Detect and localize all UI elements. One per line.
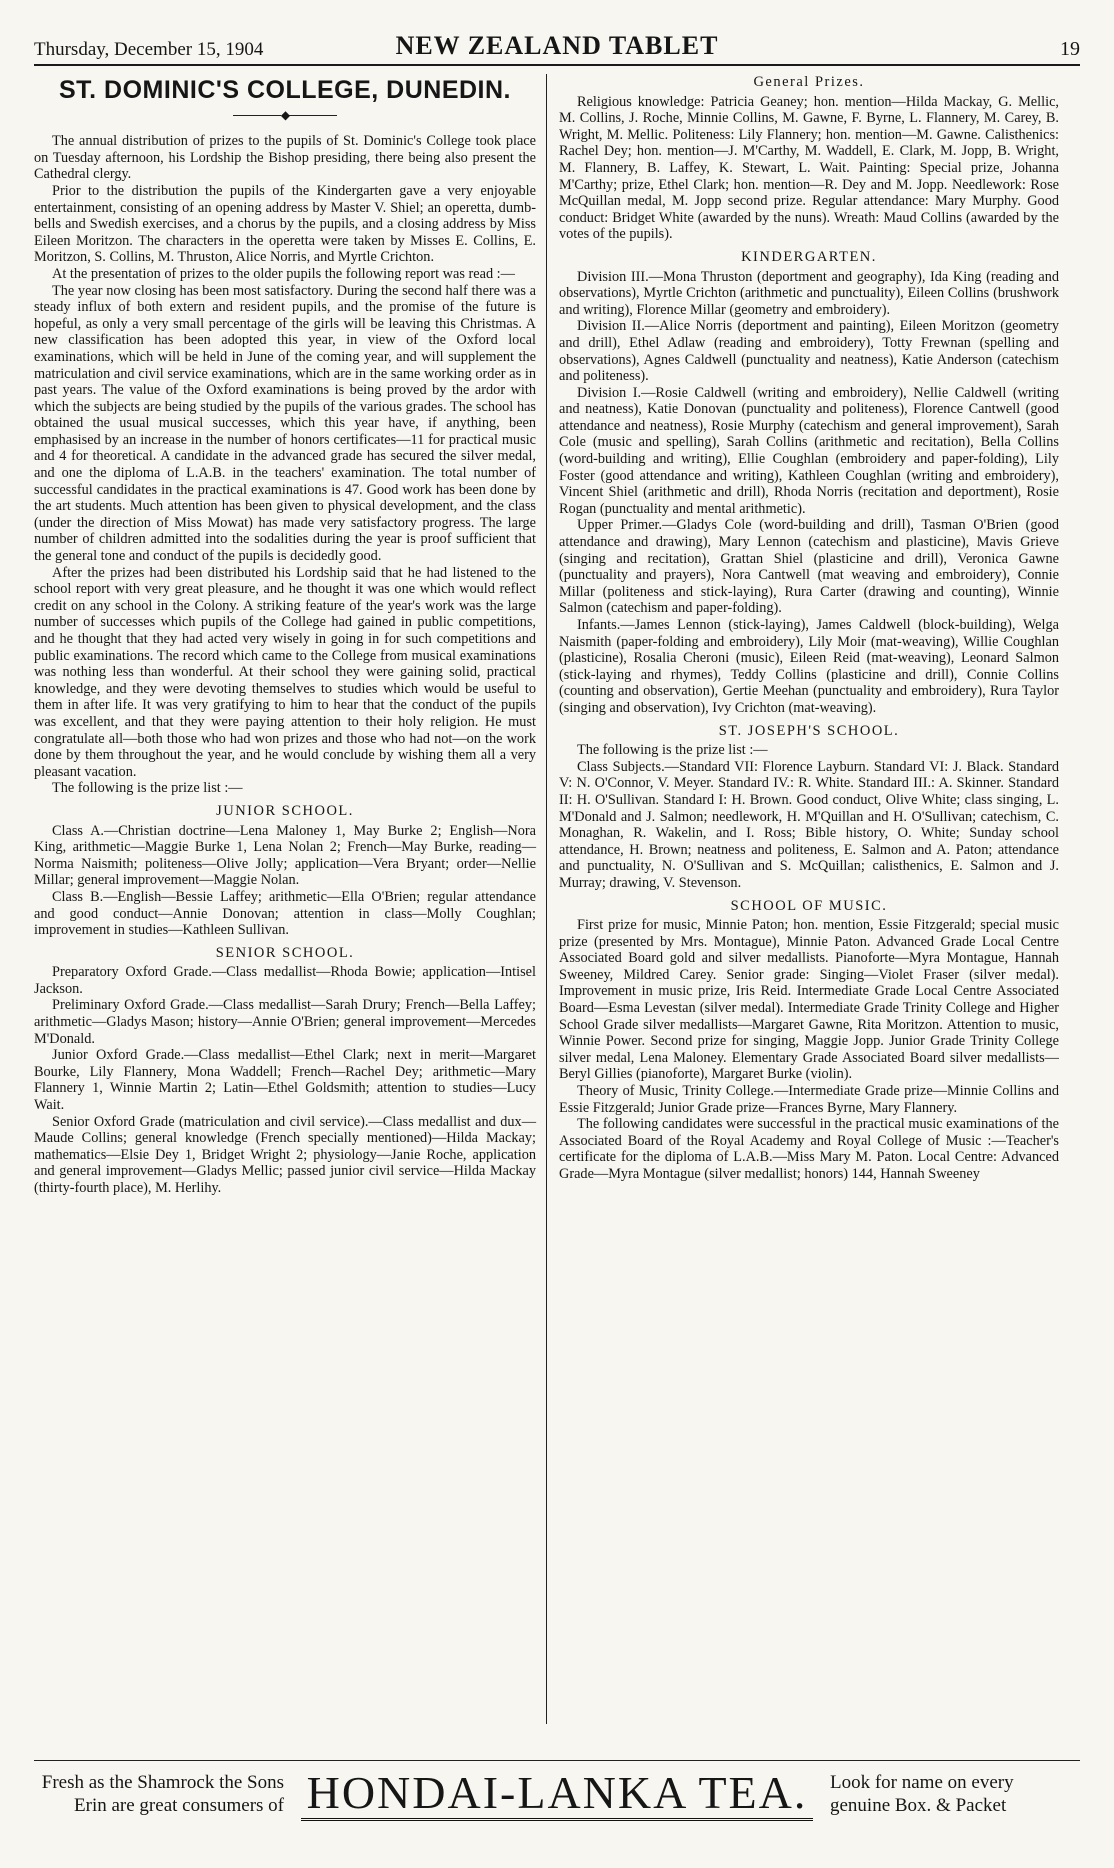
tea-advertisement <box>34 1760 1080 1827</box>
section-heading-junior-school: JUNIOR SCHOOL. <box>216 802 354 819</box>
publication-title: NEW ZEALAND TABLET <box>395 31 719 60</box>
prize-paragraph: Class Subjects.—Standard VII: Florence Layburn. Standard VI: J. Black. Standard V: N. O'Connor, V. Meyer. Standard IV.: R. White. Standard III.: A. Skinner. Standard II: H. O'Sullivan. Standard I: H. Brown. Good conduct, Olive White; class singing, L. M'Donald and J. Salmon; needlework, H. M'Quillan and H. O'Sullivan; catechism, C. Monaghan, R. Wakelin, and I. Ross; Bible history, O. White; Sunday school attendance, H. Brown; neatness and politeness, E. Salmon and A. Paton; attendance and punctuality, N. O'Sullivan and S. McQuillan; calisthenics, E. Salmon and J. Murray; drawing, V. Stevenson. <box>559 758 1059 891</box>
ad-slogan-line: genuine Box. & Packet <box>829 1795 1007 1816</box>
masthead <box>34 32 1080 66</box>
prize-paragraph: Preparatory Oxford Grade.—Class medallist—Rhoda Bowie; application—Intisel Jackson. <box>34 964 536 997</box>
ad-slogan-line: Look for name on every <box>829 1772 1014 1793</box>
prize-paragraph: Preliminary Oxford Grade.—Class medallist—Sarah Drury; French—Bella Laffey; arithmetic—Gladys Mason; history—Annie O'Brien; general improvement—Mercedes M'Donald. <box>34 997 536 1047</box>
section-heading-senior-school: SENIOR SCHOOL. <box>215 944 355 961</box>
ad-slogan-left <box>34 1771 284 1817</box>
prize-paragraph: Upper Primer.—Gladys Cole (word-building and drill), Tasman O'Brien (good attendance and drawing), Mary Lennon (catechism and plasticine), Mavis Grieve (singing and recitation), Grattan Shiel (plasticine and drill), Veronica Gawne (punctuality and prayers), Nora Cantwell (mat weaving and embroidery), Connie Millar (politeness and stick-laying), Rura Carter (drawing and counting), Winnie Salmon (catechism and paper-folding). <box>559 517 1059 617</box>
prize-paragraph: The following is the prize list :— <box>577 742 768 759</box>
page-number: 19 <box>1060 38 1080 60</box>
intro-paragraph: The following is the prize list :— <box>52 780 243 797</box>
prize-paragraph: Class A.—Christian doctrine—Lena Maloney 1, May Burke 2; English—Nora King, arithmetic—Maggie Burke 1, Lena Nolan 2; French—May Burke, reading—Norma Naismith; politeness—Olive Jolly; application—Vera Bryant; order—Nellie Millar; general improvement—Maggie Nolan. <box>34 822 536 889</box>
prize-paragraph: First prize for music, Minnie Paton; hon. mention, Essie Fitzgerald; special music prize (presented by Mrs. Montague), Minnie Paton. Advanced Grade Local Centre Associated Board gold and silver medallists. Pianoforte—Myra Montague, Hannah Sweeney, Mildred Carey. Senior grade: Singing—Violet Fraser (silver medal). Improvement in music prize, Iris Reid. Intermediate Grade Local Centre Associated Board—Esma Levestan (silver medal). Intermediate Grade Trinity College and Higher School Grade silver medallists—Margaret Gawne, Rita Moritzon. Attention to music, Winnie Power. Second prize for singing, Maggie Jopp. Junior Grade Trinity College silver medal, Lena Maloney. Elementary Grade Associated Board silver medallists—Beryl Gillies (pianoforte), Margaret Burke (violin). <box>559 917 1059 1083</box>
prize-paragraph: Division II.—Alice Norris (deportment and painting), Eileen Moritzon (geometry and drill), Ethel Adlaw (reading and embroidery), Totty Frewnan (spelling and observations), Agnes Caldwell (punctuality and neatness), Katie Anderson (catechism and politeness). <box>559 318 1059 385</box>
intro-paragraph: After the prizes had been distributed his Lordship said that he had listened to the school report with very great pleasure, and he thought it was one which would reflect credit on any school in the Colony. A striking feature of the year's work was the large number of successes which pupils of the College had gained in public competitions, and he thought that they had acted very wisely in going in for such competitions and public examinations. The record which came to the College from musical examinations was nothing less than wonderful. At their school they were gaining solid, practical knowledge, and they were devoting themselves to studies which would be useful to them in after life. It was very gratifying to him to hear that the conduct of the pupils was excellent, and that they were paying attention to their holy religion. He must congratulate all—both those who had won prizes and those who had not—on the work done by them throughout the year, and he would conclude by wishing them all a very pleasant vacation. <box>34 564 536 780</box>
prize-paragraph: Junior Oxford Grade.—Class medallist—Ethel Clark; next in merit—Margaret Bourke, Lily Flannery, Mona Waddell; French—Rachel Dey; arithmetic—Mary Flannery 1, Winnie Martin 2; Latin—Ethel Goldsmith; attention to studies—Lucy Wait. <box>34 1047 536 1114</box>
ad-slogan-line: Fresh as the Shamrock the Sons <box>41 1772 284 1793</box>
ornament-divider: ◆ <box>34 107 536 124</box>
prize-paragraph: Senior Oxford Grade (matriculation and civil service).—Class medallist and dux—Maude Collins; general knowledge (French specially mentioned)—Hilda Mackay; mathematics—Elsie Dey 1, Bridget Wright 2; physiology—Janie Roche, application and general improvement—Gladys Mellic; passed junior civil service—Hilda Mackay (thirty-fourth place), M. Herlihy. <box>34 1113 536 1196</box>
section-heading-school-of-music: SCHOOL OF MUSIC. <box>730 897 888 914</box>
intro-paragraph: Prior to the distribution the pupils of the Kindergarten gave a very enjoyable entertainment, consisting of an opening address by Master V. Shiel; an operetta, dumb-bells and Swedish exercises, and a chorus by the pupils, and a closing address by Miss Eileen Moritzon. The characters in the operetta were taken by Misses E. Collins, E. Moritzon, S. Collins, M. Thruston, Alice Norris, and Myrtle Crichton. <box>34 182 536 266</box>
article-columns <box>34 74 1080 1724</box>
left-column <box>34 74 546 1724</box>
section-heading-st-josephs: ST. JOSEPH'S SCHOOL. <box>718 722 900 739</box>
intro-paragraph: The year now closing has been most satisfactory. During the second half there was a steady influx of both extern and resident pupils, and the promise of the future is hopeful, as only a very small percentage of the girls will be leaving this Christmas. A new classification has been adopted this year, in view of the Oxford local examinations, which will be held in June of the coming year, and will supplement the matriculation and civil service examinations, which are in the same working order as in past years. The value of the Oxford examinations is being proved by the ardor with which the subjects are being studied by the pupils of the various grades. The school has obtained the usual musical successes, which this year have, if anything, been emphasised by an increase in the number of honors certificates—11 for practical music and 4 for theoretical. A candidate in the advanced grade has secured the silver medal, and one the diploma of L.A.B. in the teachers' examination. The total number of successful candidates in the practical examinations is 47. Good work has been done by the art students. Much attention has been given to physical development, and the class (under the direction of Miss Mowat) has made very satisfactory progress. The large number of children admitted into the sodalities during the year is proof sufficient that the general tone and conduct of the pupils is decidedly good. <box>34 282 536 565</box>
prize-paragraph: Religious knowledge: Patricia Geaney; hon. mention—Hilda Mackay, G. Mellic, M. Collins, J. Roche, Minnie Collins, M. Gawne, F. Byrne, L. Flannery, M. Carey, B. Wright, M. Mellic. Politeness: Lily Flannery; hon. mention—M. Gawne. Calisthenics: Rachel Dey; hon. mention—J. M'Carthy, M. Waddell, E. Clark, M. Jopp, B. Wright, M. Flannery, B. Laffey, K. Stewart, L. Wait. Painting: Special prize, Johanna M'Carthy; prize, Ethel Clark; hon. mention—R. Dey and M. Jopp. Needlework: Rose McQuillan medal, M. Jopp second prize. Regular attendance: Mary Murphy. Good conduct: Bridget White (awarded by the nuns). Wreath: Maud Collins (awarded by the votes of the pupils). <box>559 93 1059 243</box>
prize-paragraph: The following candidates were successful in the practical music examinations of the Associated Board of the Royal Academy and Royal College of Music :—Teacher's certificate for the diploma of L.A.B.—Miss Mary M. Paton. Local Centre: Advanced Grade—Myra Montague (silver medallist; honors) 144, Hannah Sweeney <box>559 1116 1059 1182</box>
prize-paragraph: Theory of Music, Trinity College.—Intermediate Grade prize—Minnie Collins and Essie Fitzgerald; Junior Grade prize—Frances Byrne, Mary Flannery. <box>559 1083 1059 1116</box>
intro-paragraph: The annual distribution of prizes to the pupils of St. Dominic's College took place on Tuesday afternoon, his Lordship the Bishop presiding, there being also present the Cathedral clergy. <box>34 133 536 183</box>
prize-paragraph: Division I.—Rosie Caldwell (writing and embroidery), Nellie Caldwell (writing and neatness), Katie Donovan (punctuality and politeness), Florence Cantwell (good attendance and neatness), Rosie Murphy (catechism and general improvement), Sarah Cole (music and spelling), Sarah Collins (arithmetic and recitation), Bella Collins (word-building and writing), Ellie Coughlan (embroidery and paper-folding), Lily Foster (good attendance and writing), Kathleen Coughlan (writing and embroidery), Vincent Shiel (arithmetic and drill), Rhoda Norris (recitation and deportment), Rosie Rogan (punctuality and mental arithmetic). <box>559 384 1059 517</box>
ad-brand-name: HONDAI-LANKA TEA. <box>301 1768 814 1821</box>
article-title: ST. DOMINIC'S COLLEGE, DUNEDIN. <box>58 76 512 104</box>
issue-date: Thursday, December 15, 1904 <box>34 39 264 60</box>
right-column <box>547 74 1059 1724</box>
prize-paragraph: Infants.—James Lennon (stick-laying), James Caldwell (block-building), Welga Naismith (paper-folding and embroidery), Lily Moir (mat-weaving), Willie Coughlan (plasticine), Rosalia Cheroni (music), Eileen Reid (mat-weaving), Leonard Salmon (stick-laying and rhymes), Teddy Collins (plasticine and drill), Connie Collins (counting and observation), Gertie Meehan (punctuality and embroidery), Rura Taylor (singing and observation), Ivy Crichton (mat-weaving). <box>559 617 1059 716</box>
section-heading-general-prizes: General Prizes. <box>753 74 865 90</box>
section-heading-kindergarten: KINDERGARTEN. <box>741 248 877 265</box>
ad-slogan-right <box>830 1771 1080 1817</box>
prize-paragraph: Division III.—Mona Thruston (deportment and geography), Ida King (reading and observations), Myrtle Crichton (arithmetic and punctuality), Eileen Collins (brushwork and writing), Florence Millar (geometry and embroidery). <box>559 268 1059 318</box>
prize-paragraph: Class B.—English—Bessie Laffey; arithmetic—Ella O'Brien; regular attendance and good conduct—Annie Donovan; attention in class—Molly Coughlan; improvement in studies—Kathleen Sullivan. <box>34 888 536 939</box>
intro-paragraph: At the presentation of prizes to the older pupils the following report was read :— <box>52 265 515 282</box>
ad-slogan-line: Erin are great consumers of <box>74 1795 284 1816</box>
